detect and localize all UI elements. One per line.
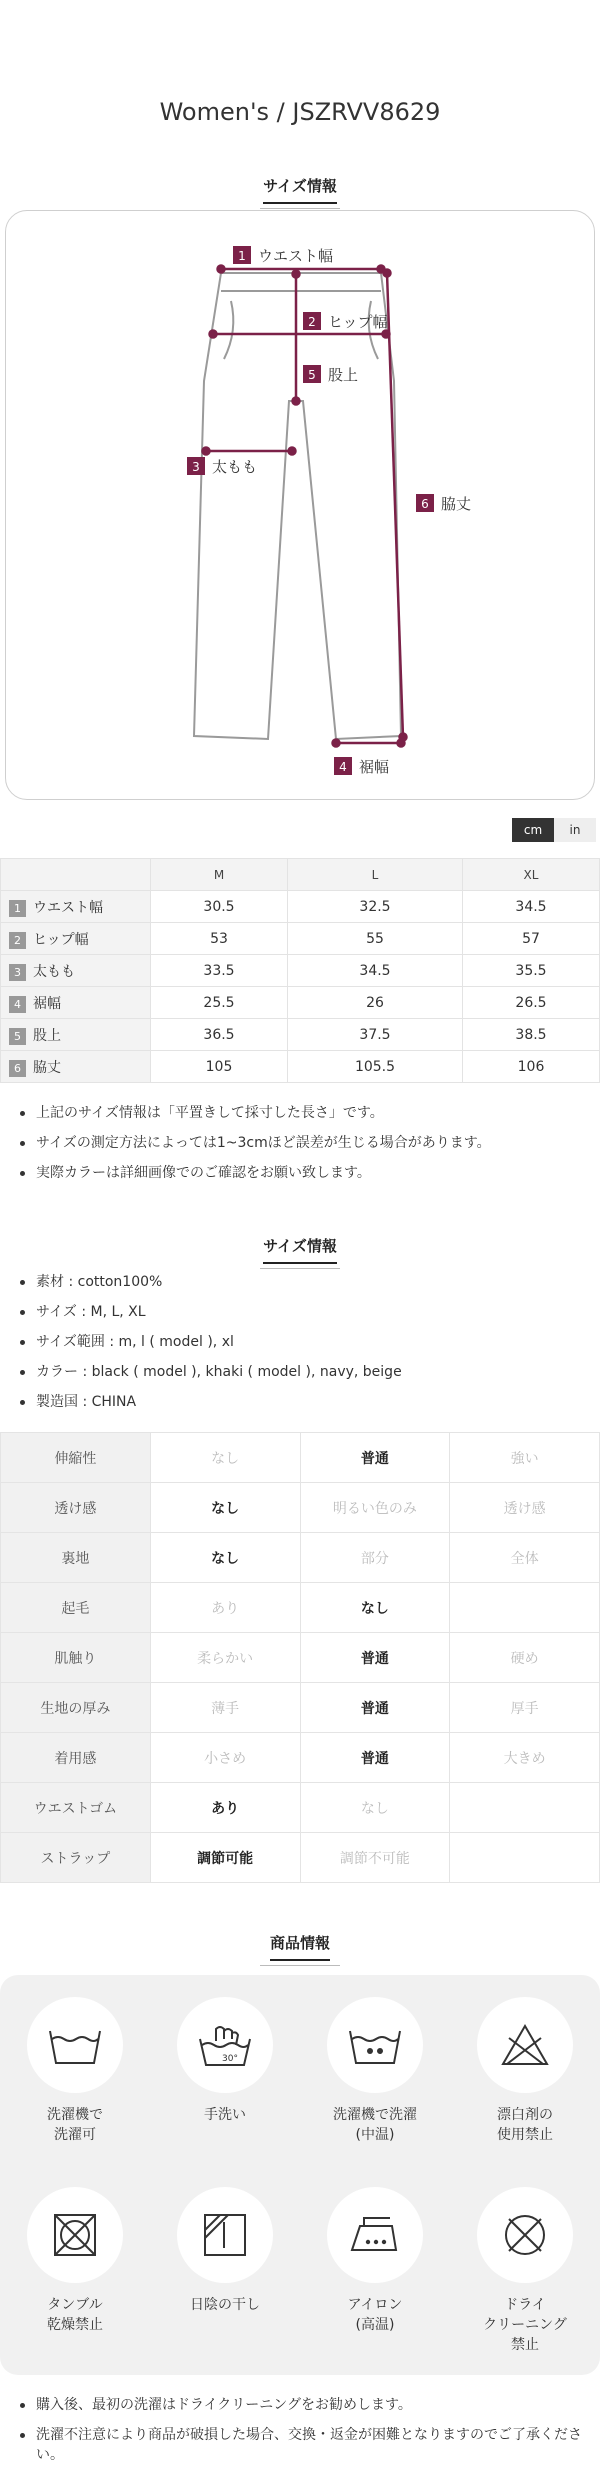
feature-label: 着用感 <box>1 1733 151 1783</box>
spec-item: カラー : black ( model ), khaki ( model ), navy, beige <box>20 1362 590 1382</box>
size-value-cell: 105.5 <box>288 1051 463 1083</box>
measurement-label: 脇丈 <box>33 1059 61 1076</box>
measurement-label: ウエスト幅 <box>33 899 103 916</box>
header-size-xl: XL <box>462 859 599 891</box>
dry-clean-icon <box>500 2210 550 2260</box>
feature-option: なし <box>300 1783 450 1833</box>
feature-option: 柔らかい <box>150 1633 300 1683</box>
care-instructions-panel <box>0 1975 600 2375</box>
feature-option: 明るい色のみ <box>300 1483 450 1533</box>
measurement-label: 裾幅 <box>33 995 61 1012</box>
pants-illustration <box>6 211 596 801</box>
length-label <box>416 494 471 513</box>
svg-text:4: 4 <box>339 760 347 774</box>
feature-label: 透け感 <box>1 1483 151 1533</box>
size-value-cell: 57 <box>462 923 599 955</box>
care-item-machine-wash-warm: 洗濯機で洗濯 (中温) <box>300 1997 450 2145</box>
size-value-cell: 34.5 <box>288 955 463 987</box>
feature-option <box>450 1833 600 1883</box>
feature-label: 伸縮性 <box>1 1433 151 1483</box>
size-value-cell: 26 <box>288 987 463 1019</box>
size-row-label <box>1 987 151 1019</box>
feature-option <box>450 1583 600 1633</box>
care-item-iron: アイロン (高温) <box>300 2187 450 2335</box>
size-note-item: 実際カラーは詳細画像でのご確認をお願い致します。 <box>20 1163 590 1183</box>
care-item-no-tumble-dry: タンブル 乾燥禁止 <box>0 2187 150 2335</box>
size-row-label <box>1 1051 151 1083</box>
waist-label <box>233 246 333 265</box>
size-table-row <box>1 987 600 1019</box>
header-empty <box>1 859 151 891</box>
size-table-row <box>1 955 600 987</box>
measurement-label: 太もも <box>33 963 75 980</box>
feature-label: 裏地 <box>1 1533 151 1583</box>
feature-option-selected: 普通 <box>300 1733 450 1783</box>
size-value-cell: 37.5 <box>288 1019 463 1051</box>
feature-option-selected: あり <box>150 1783 300 1833</box>
feature-option: 小さめ <box>150 1733 300 1783</box>
feature-label: 肌触り <box>1 1633 151 1683</box>
size-note-item: 上記のサイズ情報は「平置きして採寸した長さ」です。 <box>20 1103 590 1123</box>
size-value-cell: 55 <box>288 923 463 955</box>
care-item-machine-wash: 洗濯機で 洗濯可 <box>0 1997 150 2145</box>
size-row-label <box>1 955 151 987</box>
header-size-l: L <box>288 859 463 891</box>
pants-outline <box>194 273 401 739</box>
feature-row <box>1 1733 600 1783</box>
measurement-number-badge: 5 <box>9 1028 26 1045</box>
measurement-number-badge: 2 <box>9 932 26 949</box>
washing-machine-warm-icon <box>346 2021 404 2069</box>
feature-option-selected: 調節可能 <box>150 1833 300 1883</box>
size-table-row <box>1 1051 600 1083</box>
svg-text:2: 2 <box>308 315 316 329</box>
size-row-label <box>1 891 151 923</box>
size-value-cell: 33.5 <box>151 955 288 987</box>
spec-item: 素材 : cotton100% <box>20 1272 590 1292</box>
size-value-cell: 35.5 <box>462 955 599 987</box>
care-note-item: 洗濯不注意により商品が破損した場合、交換・返金が困難となりますのでご了承ください。 <box>20 2425 590 2465</box>
feature-option-selected: なし <box>300 1583 450 1633</box>
care-note-item: 購入後、最初の洗濯はドライクリーニングをお勧めします。 <box>20 2395 590 2415</box>
measurement-label: ヒップ幅 <box>33 931 89 948</box>
size-notes-list <box>20 1103 590 1193</box>
feature-option: 薄手 <box>150 1683 300 1733</box>
feature-label: ストラップ <box>1 1833 151 1883</box>
feature-label: ウエストゴム <box>1 1783 151 1833</box>
feature-row <box>1 1533 600 1583</box>
no-tumble-dry-icon <box>50 2210 100 2260</box>
size-value-cell: 30.5 <box>151 891 288 923</box>
feature-option: 硬め <box>450 1633 600 1683</box>
size-value-cell: 38.5 <box>462 1019 599 1051</box>
feature-row <box>1 1683 600 1733</box>
feature-option <box>450 1783 600 1833</box>
page-title: Women's / JSZRVV8629 <box>159 98 441 126</box>
spec-list <box>20 1272 590 1422</box>
hem-label <box>334 757 389 776</box>
unit-in-button[interactable]: in <box>554 818 596 842</box>
size-table-row <box>1 923 600 955</box>
feature-row <box>1 1483 600 1533</box>
svg-text:太もも: 太もも <box>212 458 258 476</box>
feature-option-selected: 普通 <box>300 1633 450 1683</box>
product-section-heading: 商品情報 <box>0 1932 600 1966</box>
svg-text:30°: 30° <box>222 2054 238 2064</box>
measurement-number-badge: 4 <box>9 996 26 1013</box>
hip-label <box>303 312 388 331</box>
fabric-feature-table <box>0 1432 600 1883</box>
size-table-row <box>1 891 600 923</box>
feature-option: 大きめ <box>450 1733 600 1783</box>
spec-item: 製造国 : CHINA <box>20 1392 590 1412</box>
feature-row <box>1 1783 600 1833</box>
svg-text:6: 6 <box>421 497 429 511</box>
size-row-label <box>1 923 151 955</box>
feature-row <box>1 1833 600 1883</box>
svg-text:1: 1 <box>238 249 246 263</box>
spec-item: サイズ範囲 : m, l ( model ), xl <box>20 1332 590 1352</box>
feature-option-selected: 普通 <box>300 1683 450 1733</box>
feature-option: 全体 <box>450 1533 600 1583</box>
feature-row <box>1 1633 600 1683</box>
svg-text:ヒップ幅: ヒップ幅 <box>328 313 388 331</box>
svg-text:5: 5 <box>308 368 316 382</box>
no-bleach-icon <box>499 2022 551 2068</box>
pants-measurement-diagram <box>5 210 595 800</box>
washing-machine-icon <box>46 2021 104 2069</box>
care-notes-list <box>20 2395 590 2475</box>
feature-option: 厚手 <box>450 1683 600 1733</box>
size-value-cell: 26.5 <box>462 987 599 1019</box>
thigh-label <box>187 457 257 476</box>
size-value-cell: 106 <box>462 1051 599 1083</box>
measurement-number-badge: 3 <box>9 964 26 981</box>
size-value-cell: 105 <box>151 1051 288 1083</box>
shade-dry-icon <box>200 2210 250 2260</box>
feature-option-selected: なし <box>150 1483 300 1533</box>
size-table <box>0 858 600 1083</box>
size-row-label <box>1 1019 151 1051</box>
feature-option: 調節不可能 <box>300 1833 450 1883</box>
measurement-lines <box>203 266 407 747</box>
care-item-hand-wash: 30° 手洗い <box>150 1997 300 2125</box>
measurement-label: 股上 <box>33 1027 61 1044</box>
hand-wash-icon <box>196 2019 254 2071</box>
header-size-m: M <box>151 859 288 891</box>
feature-option-selected: 普通 <box>300 1433 450 1483</box>
size-value-cell: 34.5 <box>462 891 599 923</box>
feature-label: 生地の厚み <box>1 1683 151 1733</box>
svg-text:3: 3 <box>192 460 200 474</box>
size-table-header <box>1 859 600 891</box>
size-value-cell: 25.5 <box>151 987 288 1019</box>
spec-item: サイズ : M, L, XL <box>20 1302 590 1322</box>
measurement-number-badge: 1 <box>9 900 26 917</box>
unit-toggle <box>512 818 596 842</box>
unit-cm-button[interactable]: cm <box>512 818 554 842</box>
feature-row <box>1 1433 600 1483</box>
size-note-item: サイズの測定方法によっては1~3cmほど誤差が生じる場合があります。 <box>20 1133 590 1153</box>
feature-option: 強い <box>450 1433 600 1483</box>
care-item-no-dry-clean: ドライ クリーニング 禁止 <box>450 2187 600 2355</box>
size-value-cell: 53 <box>151 923 288 955</box>
feature-label: 起毛 <box>1 1583 151 1633</box>
care-item-no-bleach: 漂白剤の 使用禁止 <box>450 1997 600 2145</box>
svg-text:股上: 股上 <box>328 366 359 384</box>
feature-row <box>1 1583 600 1633</box>
svg-text:脇丈: 脇丈 <box>441 495 472 513</box>
iron-medium-icon <box>346 2212 404 2258</box>
spec-section-heading: サイズ情報 <box>0 1235 600 1269</box>
care-item-shade-dry: 日陰の干し <box>150 2187 300 2315</box>
svg-text:ウエスト幅: ウエスト幅 <box>258 247 334 265</box>
size-value-cell: 32.5 <box>288 891 463 923</box>
rise-label <box>303 365 358 384</box>
feature-option: 透け感 <box>450 1483 600 1533</box>
svg-text:裾幅: 裾幅 <box>359 758 390 776</box>
feature-option: あり <box>150 1583 300 1633</box>
feature-option-selected: なし <box>150 1533 300 1583</box>
feature-option: なし <box>150 1433 300 1483</box>
size-section-heading: サイズ情報 <box>0 175 600 209</box>
feature-option: 部分 <box>300 1533 450 1583</box>
size-value-cell: 36.5 <box>151 1019 288 1051</box>
measurement-number-badge: 6 <box>9 1060 26 1077</box>
size-table-row <box>1 1019 600 1051</box>
